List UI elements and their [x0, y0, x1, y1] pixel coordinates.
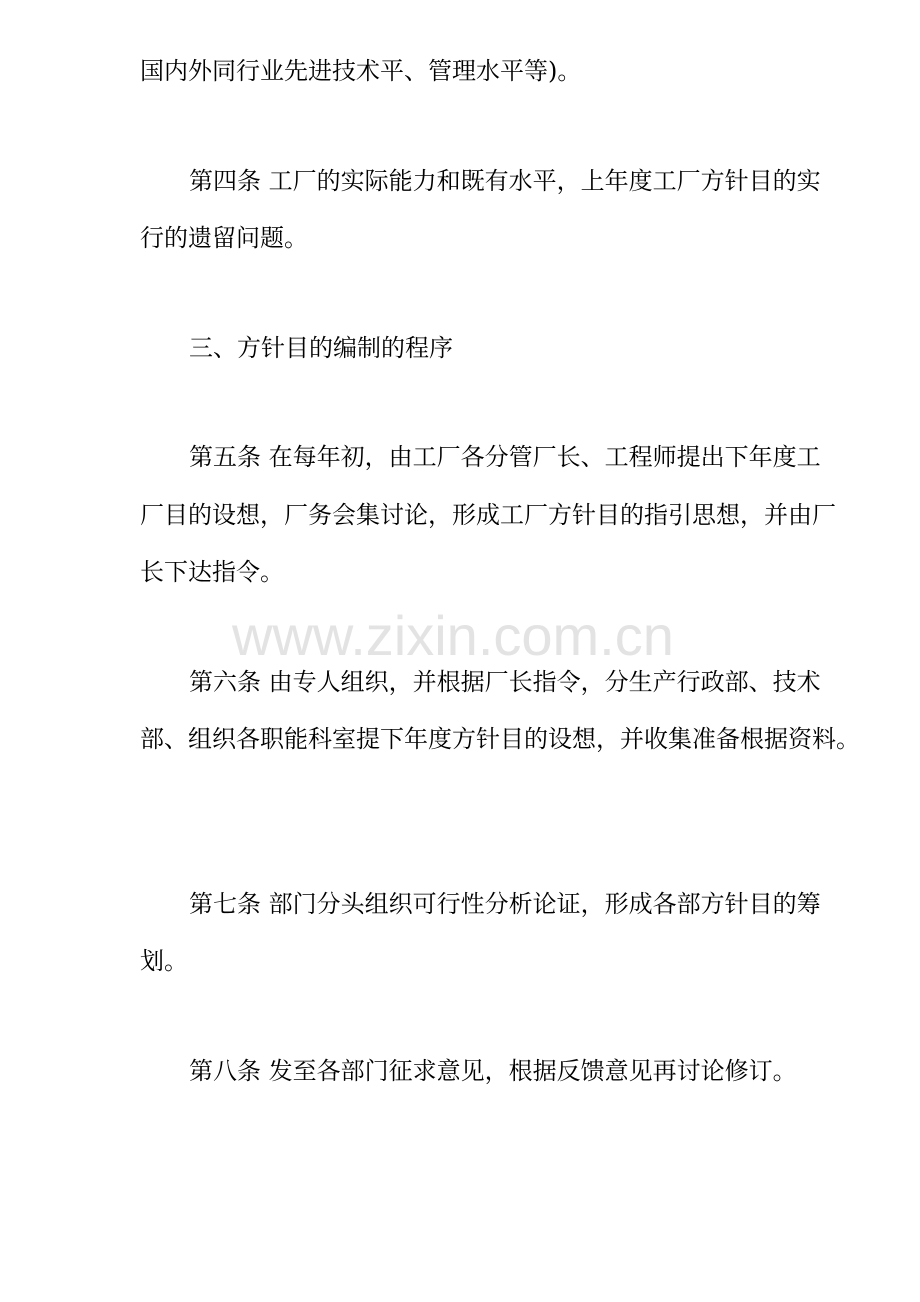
text-line-1: 国内外同行业先进技术平、管理水平等)。 — [140, 57, 582, 85]
watermark: www.zixin.com.cn — [232, 604, 674, 667]
article-5-line-2: 厂目的设想，厂务会集讨论，形成工厂方针目的指引思想，并由厂 — [140, 501, 836, 529]
section-heading: 三、方针目的编制的程序 — [189, 334, 453, 362]
article-8-line-1: 第八条 发至各部门征求意见，根据反馈意见再讨论修订。 — [189, 1057, 797, 1085]
article-7-line-1: 第七条 部门分头组织可行性分析论证，形成各部方针目的筹 — [189, 890, 821, 918]
article-6-line-2: 部、组织各职能科室提下年度方针目的设想，并收集准备根据资料。 — [140, 725, 860, 753]
article-4-line-1: 第四条 工厂的实际能力和既有水平，上年度工厂方针目的实 — [189, 167, 821, 195]
article-5-line-3: 长下达指令。 — [140, 558, 284, 586]
article-7-line-2: 划。 — [140, 947, 188, 975]
article-6-line-1: 第六条 由专人组织，并根据厂长指令，分生产行政部、技术 — [189, 668, 821, 696]
article-5-line-1: 第五条 在每年初，由工厂各分管厂长、工程师提出下年度工 — [189, 443, 821, 471]
article-4-line-2: 行的遗留问题。 — [140, 224, 308, 252]
